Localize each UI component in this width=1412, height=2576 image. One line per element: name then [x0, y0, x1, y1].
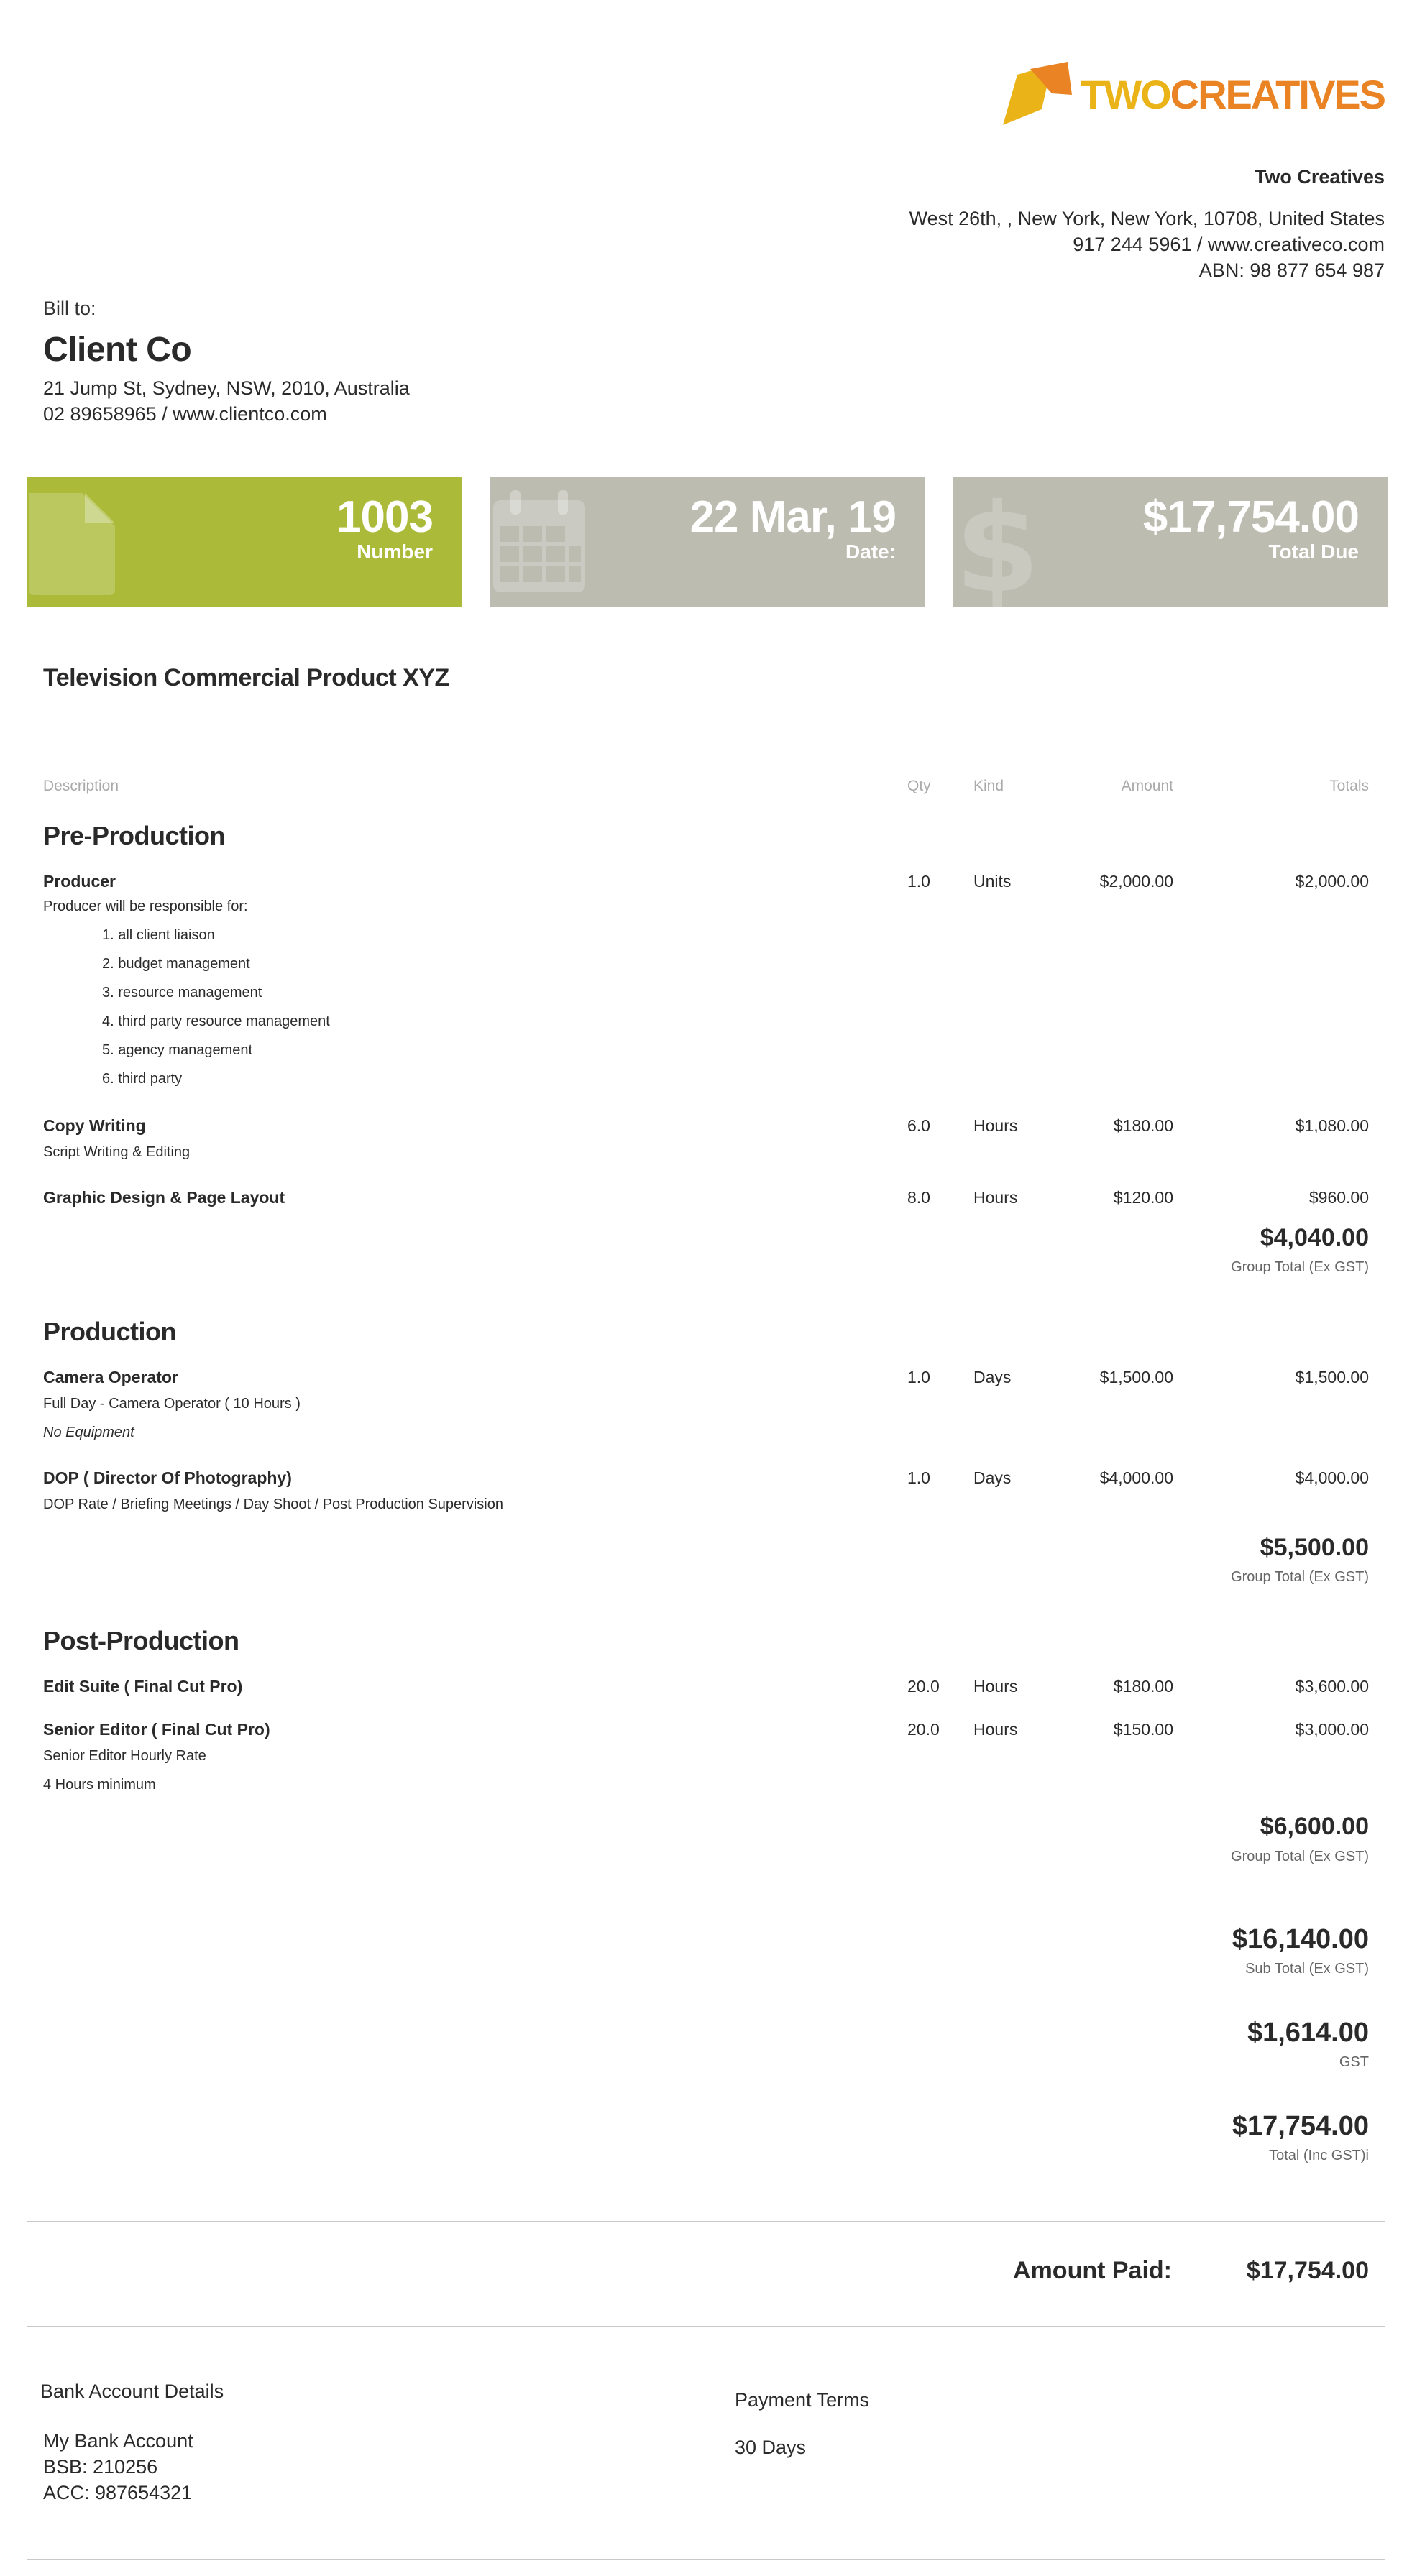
col-amount: Amount — [1121, 778, 1173, 794]
logo-wordmark: TWOCREATIVES — [1081, 72, 1385, 117]
line-item-note: No Equipment — [43, 1425, 134, 1440]
bill-to-label: Bill to: — [43, 298, 96, 319]
company-abn: ABN: 98 877 654 987 — [1198, 259, 1385, 281]
line-item-kind: Hours — [973, 1677, 1018, 1696]
group-total-label: Group Total (Ex GST) — [1231, 1259, 1369, 1275]
total-amount: $17,754.00 — [1232, 2111, 1369, 2141]
company-name: Two Creatives — [1254, 166, 1385, 188]
client-contact: 02 89658965 / www.clientco.com — [43, 403, 327, 425]
line-item-total: $960.00 — [1308, 1188, 1369, 1207]
group-title: Pre-Production — [43, 821, 226, 850]
line-item-kind: Days — [973, 1368, 1012, 1386]
group-total: $4,040.00 — [1260, 1224, 1369, 1251]
line-item-kind: Days — [973, 1468, 1012, 1487]
line-item-qty: 1.0 — [907, 872, 930, 891]
total-due-tile — [953, 477, 1388, 620]
gst-label: GST — [1339, 2054, 1369, 2070]
line-item-description: Senior Editor Hourly Rate — [43, 1748, 206, 1764]
line-item-amount: $2,000.00 — [1099, 872, 1173, 891]
line-item-amount: $180.00 — [1113, 1116, 1173, 1135]
line-item-total: $2,000.00 — [1295, 872, 1369, 891]
total-label: Total (Inc GST)i — [1269, 2148, 1369, 2163]
line-item-amount: $4,000.00 — [1099, 1468, 1173, 1487]
line-item-kind: Hours — [973, 1116, 1018, 1135]
line-item-description: Producer will be responsible for: — [43, 898, 248, 914]
amount-paid-value: $17,754.00 — [1246, 2257, 1369, 2284]
line-item-name: Graphic Design & Page Layout — [43, 1188, 285, 1207]
invoice-date: 22 Mar, 19 — [689, 492, 896, 542]
group-total: $5,500.00 — [1260, 1534, 1369, 1561]
line-item-total: $4,000.00 — [1295, 1468, 1369, 1487]
invoice-date-tile — [490, 477, 925, 607]
total-due-amount: $17,754.00 — [1142, 492, 1359, 542]
line-item-qty: 20.0 — [907, 1720, 940, 1739]
bank-bsb: BSB: 210256 — [43, 2456, 158, 2478]
company-address: West 26th, , New York, New York, 10708, United States — [909, 208, 1385, 229]
line-item-description: DOP Rate / Briefing Meetings / Day Shoot / Post Production Supervision — [43, 1496, 503, 1512]
client-address: 21 Jump St, Sydney, NSW, 2010, Australia — [43, 377, 410, 399]
company-contact: 917 244 5961 / www.creativeco.com — [1073, 234, 1385, 255]
line-item-name: Edit Suite ( Final Cut Pro) — [43, 1677, 243, 1696]
group-title: Production — [43, 1317, 176, 1346]
amount-paid-label: Amount Paid: — [1013, 2257, 1172, 2284]
divider — [27, 2559, 1385, 2560]
logo-mark-icon — [1001, 59, 1075, 131]
list-item: 2. budget management — [102, 956, 250, 972]
line-item-kind: Units — [973, 872, 1012, 891]
line-item-total: $1,080.00 — [1295, 1116, 1369, 1135]
col-qty: Qty — [907, 778, 931, 794]
line-item-amount: $1,500.00 — [1099, 1368, 1173, 1386]
line-item-qty: 6.0 — [907, 1116, 930, 1135]
col-totals: Totals — [1329, 778, 1369, 794]
invoice-number-label: Number — [357, 540, 433, 563]
subtotal-amount: $16,140.00 — [1232, 1924, 1369, 1954]
group-title: Post-Production — [43, 1626, 239, 1655]
line-item-name: DOP ( Director Of Photography) — [43, 1468, 292, 1487]
line-item-name: Producer — [43, 872, 116, 891]
bank-acc: ACC: 987654321 — [43, 2482, 193, 2503]
line-item-total: $3,600.00 — [1295, 1677, 1369, 1696]
document-icon — [27, 490, 121, 598]
group-total: $6,600.00 — [1260, 1813, 1369, 1840]
line-item-amount: $120.00 — [1113, 1188, 1173, 1207]
divider — [27, 2326, 1385, 2327]
list-item: 1. all client liaison — [102, 927, 215, 943]
invoice-number-tile — [27, 477, 462, 607]
group-total-label: Group Total (Ex GST) — [1231, 1569, 1369, 1585]
line-item-qty: 20.0 — [907, 1677, 940, 1696]
payment-terms-value: 30 Days — [735, 2437, 807, 2458]
bank-account-name: My Bank Account — [43, 2430, 193, 2452]
line-item-kind: Hours — [973, 1188, 1018, 1207]
line-item-description: Script Writing & Editing — [43, 1144, 191, 1160]
company-info — [909, 164, 1385, 283]
total-due-label: Total Due — [1268, 540, 1359, 563]
line-item-amount: $150.00 — [1113, 1720, 1173, 1739]
line-item-qty: 1.0 — [907, 1468, 930, 1487]
bank-details-title: Bank Account Details — [40, 2380, 224, 2402]
line-item-description: Full Day - Camera Operator ( 10 Hours ) — [43, 1396, 301, 1412]
client-name: Client Co — [43, 331, 192, 369]
gst-amount: $1,614.00 — [1247, 2018, 1369, 2048]
line-item-total: $1,500.00 — [1295, 1368, 1369, 1386]
list-item: 5. agency management — [102, 1042, 253, 1058]
line-item-name: Camera Operator — [43, 1368, 178, 1386]
svg-text:$: $ — [955, 478, 1040, 620]
list-item: 4. third party resource management — [102, 1013, 330, 1029]
line-item-name: Senior Editor ( Final Cut Pro) — [43, 1720, 270, 1739]
payment-terms-title: Payment Terms — [735, 2389, 870, 2411]
col-kind: Kind — [973, 778, 1004, 794]
divider — [27, 2221, 1385, 2222]
company-logo — [1001, 59, 1385, 131]
col-description: Description — [43, 778, 119, 794]
line-item-name: Copy Writing — [43, 1116, 146, 1135]
line-item-qty: 8.0 — [907, 1188, 930, 1207]
bank-details — [43, 2428, 193, 2506]
line-item-kind: Hours — [973, 1720, 1018, 1739]
bill-to-block — [43, 298, 410, 427]
list-item: 6. third party — [102, 1071, 183, 1087]
calendar-icon — [490, 490, 591, 598]
line-item-total: $3,000.00 — [1295, 1720, 1369, 1739]
group-total-label: Group Total (Ex GST) — [1231, 1849, 1369, 1864]
line-item-amount: $180.00 — [1113, 1677, 1173, 1696]
subtotal-label: Sub Total (Ex GST) — [1245, 1961, 1369, 1977]
line-item-qty: 1.0 — [907, 1368, 930, 1386]
summary-tiles — [27, 477, 1385, 620]
dollar-icon — [953, 478, 1040, 620]
line-item-description: 4 Hours minimum — [43, 1777, 156, 1793]
invoice-number: 1003 — [336, 492, 433, 542]
invoice-date-label: Date: — [845, 540, 896, 563]
project-title: Television Commercial Product XYZ — [43, 664, 449, 691]
list-item: 3. resource management — [102, 985, 262, 1000]
